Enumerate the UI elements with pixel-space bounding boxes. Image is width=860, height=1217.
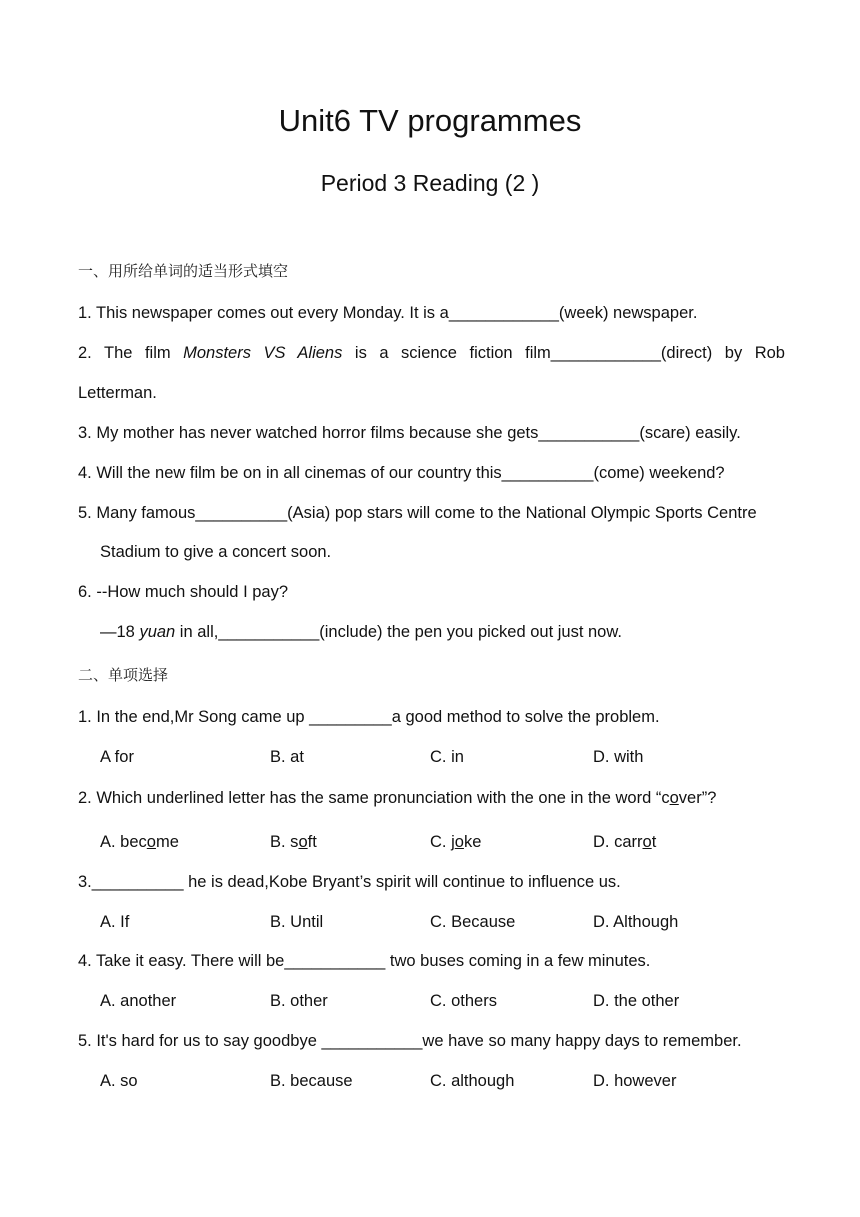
s1-question-6: 6. --How much should I pay?	[78, 583, 289, 601]
s2-q4-option-a: A. another	[100, 992, 177, 1010]
s1-question-2-cont: Letterman.	[78, 384, 157, 402]
s2-q1-option-d: D. with	[593, 748, 644, 766]
s2-question-1: 1. In the end,Mr Song came up _________a good method to solve the problem.	[78, 708, 660, 726]
page-title: Unit6 TV programmes	[278, 103, 582, 138]
s1-question-6-answer: —18 yuan in all,___________(include) the pen you picked out just now.	[100, 623, 622, 641]
s2-question-2: 2. Which underlined letter has the same pronunciation with the one in the word “cover”?	[78, 789, 717, 807]
s1-question-5-cont: Stadium to give a concert soon.	[100, 543, 332, 561]
page-subtitle: Period 3 Reading (2 )	[320, 170, 540, 196]
s2-question-4: 4. Take it easy. There will be___________ two buses coming in a few minutes.	[78, 952, 651, 970]
s1-question-2: 2. The film Monsters VS Aliens is a science fiction film____________(direct) by Rob	[78, 344, 785, 362]
s2-q5-option-d: D. however	[593, 1072, 677, 1090]
s2-q2-option-b: B. soft	[270, 833, 317, 851]
s2-q5-option-c: C. although	[430, 1072, 515, 1090]
s2-q5-option-b: B. because	[270, 1072, 353, 1090]
s2-q2-option-a: A. become	[100, 833, 179, 851]
s2-q5-option-a: A. so	[100, 1072, 138, 1090]
s2-q3-option-d: D. Although	[593, 913, 679, 931]
s2-q1-option-c: C. in	[430, 748, 464, 766]
s2-question-3: 3.__________ he is dead,Kobe Bryant’s spirit will continue to influence us.	[78, 873, 621, 891]
section2-heading: 二、单项选择	[78, 666, 169, 684]
s2-q3-option-b: B. Until	[270, 913, 324, 931]
s2-q4-option-d: D. the other	[593, 992, 680, 1010]
s1-question-3: 3. My mother has never watched horror films because she gets___________(scare) easily.	[78, 424, 741, 442]
s1-question-4: 4. Will the new film be on in all cinemas of our country this__________(come) weekend?	[78, 464, 725, 482]
s2-question-5: 5. It's hard for us to say goodbye ___________we have so many happy days to remember.	[78, 1032, 742, 1050]
s1-question-1: 1. This newspaper comes out every Monday. It is a____________(week) newspaper.	[78, 304, 698, 322]
s2-q2-option-c: C. joke	[430, 833, 482, 851]
s2-q2-option-d: D. carrot	[593, 833, 657, 851]
s2-q3-option-a: A. If	[100, 913, 130, 931]
s2-q1-option-b: B. at	[270, 748, 304, 766]
section1-heading: 一、用所给单词的适当形式填空	[78, 262, 289, 280]
s1-question-5: 5. Many famous__________(Asia) pop stars will come to the National Olympic Sports Centre	[78, 504, 757, 522]
s2-q3-option-c: C. Because	[430, 913, 516, 931]
s2-q4-option-b: B. other	[270, 992, 328, 1010]
s2-q4-option-c: C. others	[430, 992, 497, 1010]
s2-q1-option-a: A for	[100, 748, 134, 766]
